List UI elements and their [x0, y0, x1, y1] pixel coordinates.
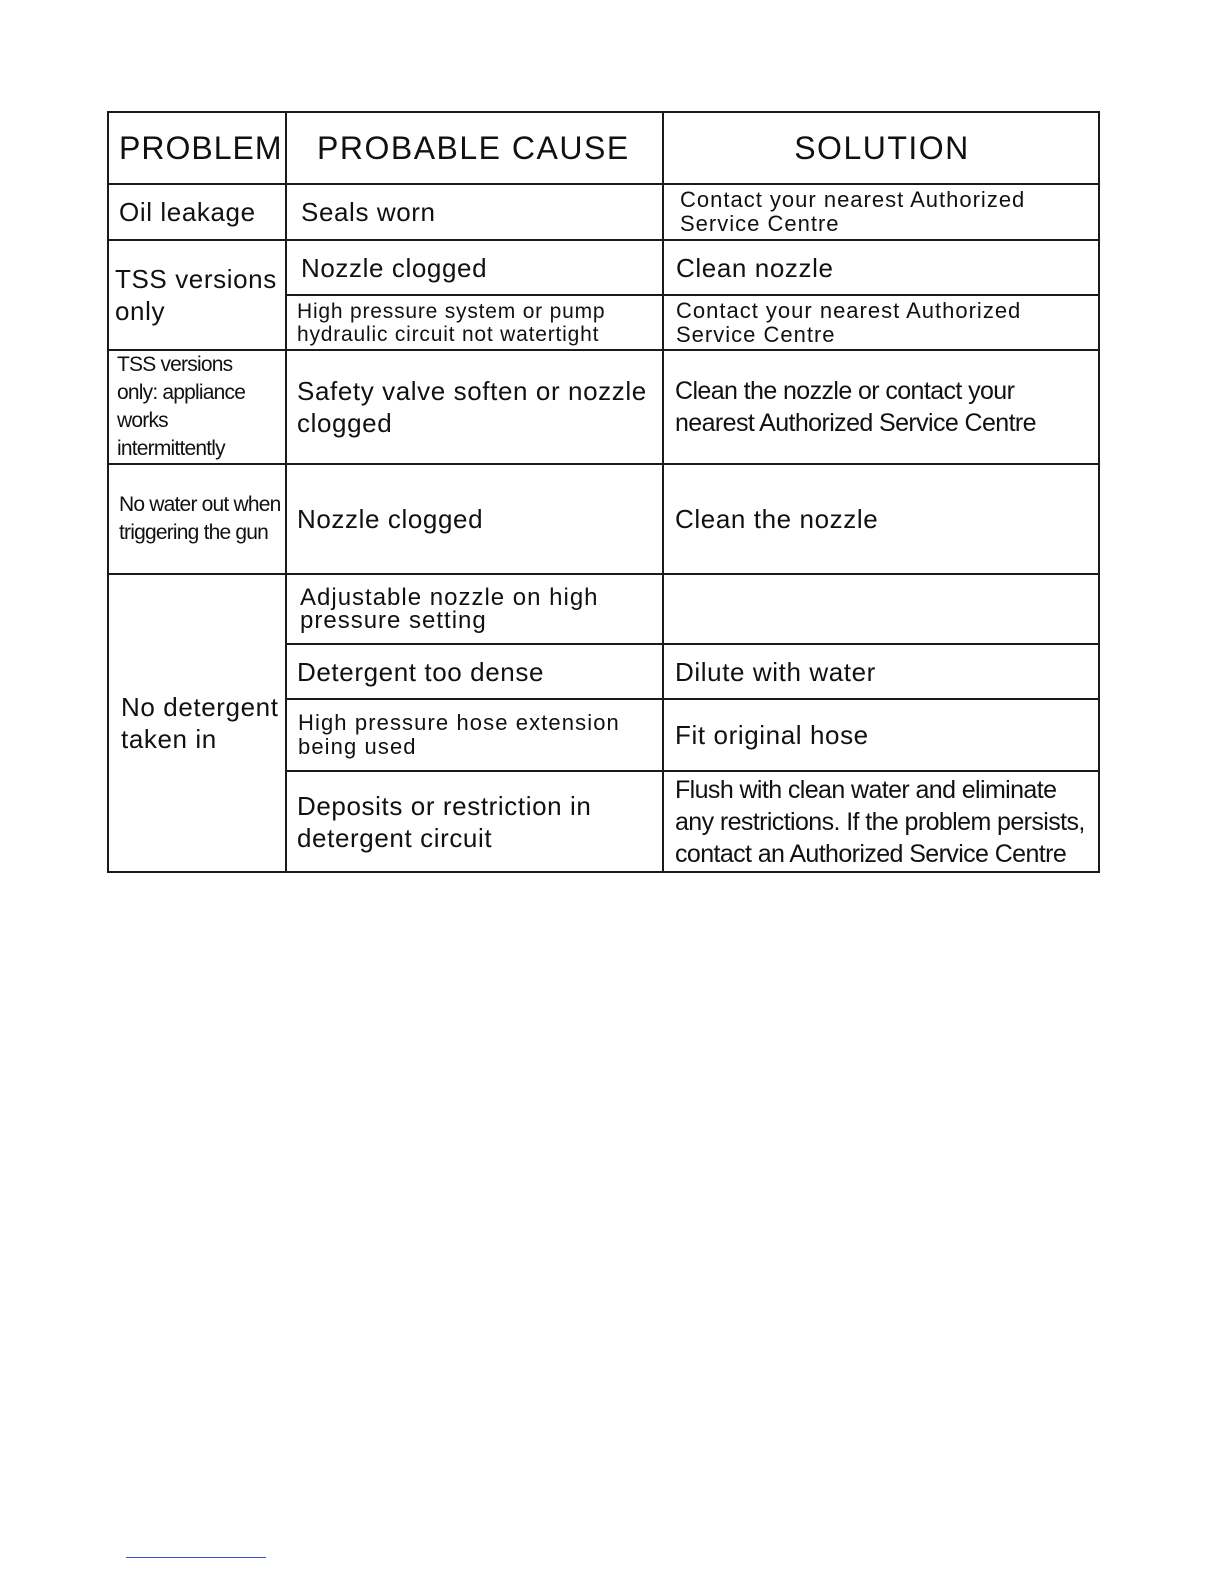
- solution-cell: Flush with clean water and eliminate any restrictions. If the problem persists, contact an Authorized Service Centre: [663, 771, 1099, 872]
- table-header-row: [108, 112, 1099, 184]
- solution-cell: Clean the nozzle or contact your nearest Authorized Service Centre: [663, 350, 1099, 464]
- problem-cell: Oil leakage: [108, 184, 286, 240]
- solution-cell: [663, 574, 1099, 644]
- problem-cell: No detergent taken in: [108, 574, 286, 872]
- solution-cell: Fit original hose: [663, 699, 1099, 771]
- cause-cell: Deposits or restriction in detergent circuit: [286, 771, 663, 872]
- footer-link-underline: [126, 1557, 266, 1558]
- header-solution: SOLUTION: [663, 112, 1099, 184]
- cause-cell: Safety valve soften or nozzle clogged: [286, 350, 663, 464]
- table-row: [108, 350, 1099, 464]
- cause-cell: High pressure system or pump hydraulic circuit not watertight: [286, 295, 663, 350]
- cause-cell: Adjustable nozzle on high pressure setting: [286, 574, 663, 644]
- solution-cell: Contact your nearest Authorized Service Centre: [663, 295, 1099, 350]
- table-row: [108, 184, 1099, 240]
- table-row: [108, 574, 1099, 644]
- cause-cell: High pressure hose extension being used: [286, 699, 663, 771]
- cause-cell: Seals worn: [286, 184, 663, 240]
- problem-cell: TSS versions only: appliance works intermittently: [108, 350, 286, 464]
- cause-cell: Detergent too dense: [286, 644, 663, 699]
- cause-cell: Nozzle clogged: [286, 464, 663, 574]
- solution-cell: Dilute with water: [663, 644, 1099, 699]
- troubleshooting-table: [107, 111, 1100, 873]
- problem-cell: No water out when triggering the gun: [108, 464, 286, 574]
- table-row: [108, 240, 1099, 295]
- solution-cell: Contact your nearest Authorized Service Centre: [663, 184, 1099, 240]
- problem-cell: TSS versions only: [108, 240, 286, 350]
- table-row: [108, 464, 1099, 574]
- cause-cell: Nozzle clogged: [286, 240, 663, 295]
- solution-cell: Clean nozzle: [663, 240, 1099, 295]
- solution-cell: Clean the nozzle: [663, 464, 1099, 574]
- header-probable-cause: PROBABLE CAUSE: [286, 112, 663, 184]
- header-problem: PROBLEM: [108, 112, 286, 184]
